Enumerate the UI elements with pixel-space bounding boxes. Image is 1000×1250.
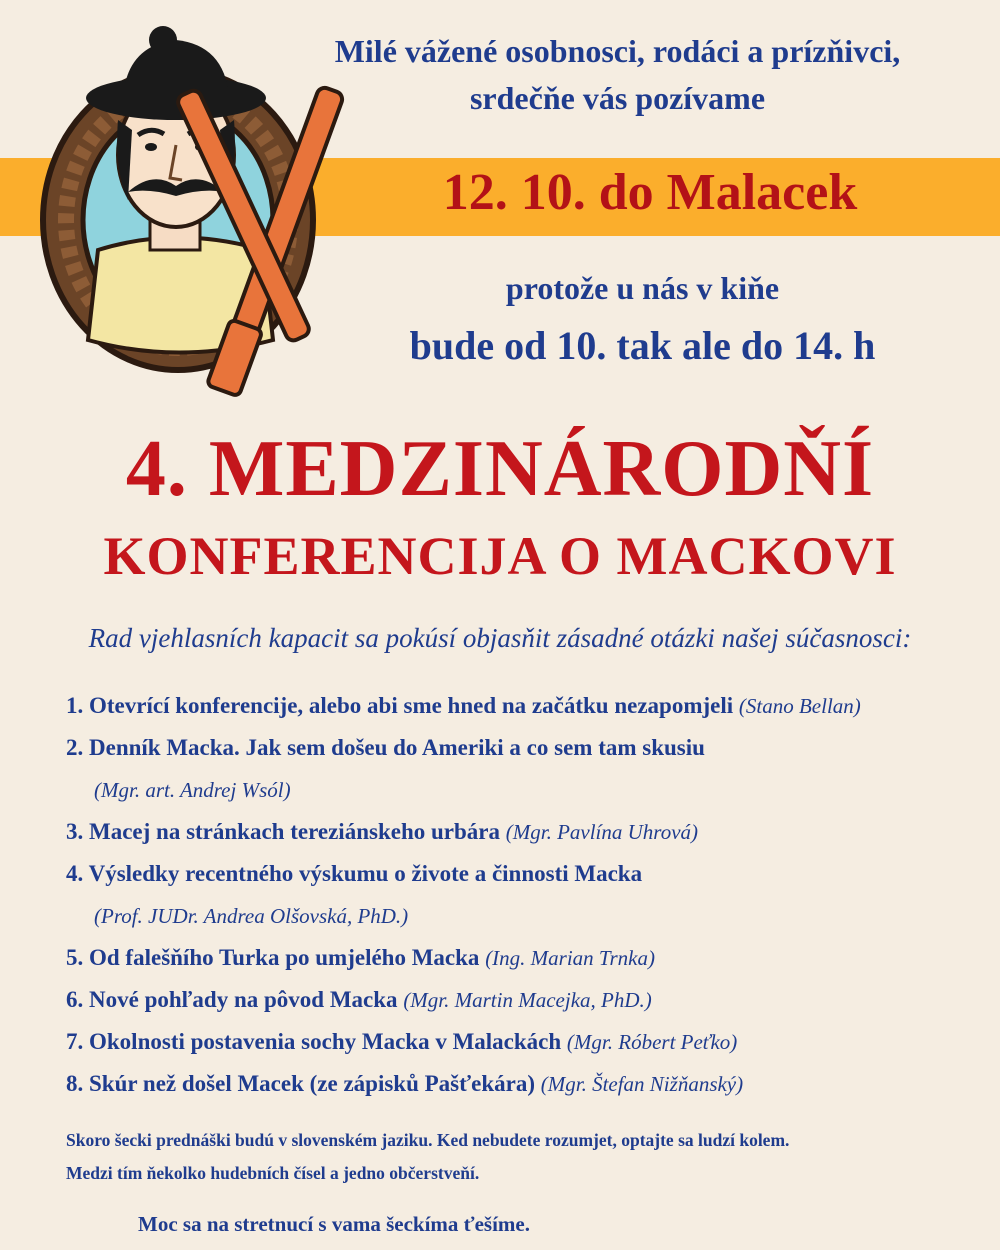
agenda-item-speaker: (Mgr. Štefan Nižňanský) — [540, 1072, 744, 1096]
reason-line-2: bude od 10. tak ale do 14. h — [409, 323, 876, 368]
greeting-line-1: Milé vážené osobnosci, rodáci a prízňivci, — [334, 33, 901, 69]
title-line-1: 4. MEDZINÁRODŇÍ — [125, 425, 875, 513]
agenda-item-speaker: (Mgr. Róbert Peťko) — [566, 1030, 738, 1054]
agenda-item — [66, 686, 986, 728]
agenda-item-title: 7. Okolnosti postavenia sochy Macka v Malackách — [66, 1029, 562, 1054]
agenda-item — [66, 980, 986, 1022]
agenda-item-title: 8. Skúr než došel Macek (ze zápisků Pašťekára) — [66, 1071, 535, 1096]
agenda-item — [66, 812, 986, 854]
agenda-item — [66, 854, 986, 896]
agenda-item-speaker: (Stano Bellan) — [738, 694, 861, 718]
title-line-2: KONFERENCIJA O MACKOVI — [103, 526, 897, 586]
note-line-1: Skoro šecki prednáški budú v slovenském jaziku. Ked nebudete rozumjet, optajte sa ludzí kolem. — [66, 1130, 790, 1150]
agenda-item-title: 4. Výsledky recentného výskumu o živote a činnosti Macka — [66, 861, 643, 886]
greeting-line-2: srdečňe vás pozívame — [469, 80, 766, 116]
closing-line: Moc sa na stretnucí s vama šeckíma ťešíme. — [138, 1212, 530, 1236]
agenda-item — [66, 770, 986, 812]
agenda-item-speaker: (Mgr. art. Andrej Wsól) — [94, 778, 291, 802]
reason-line-1: protože u nás v kiňe — [505, 270, 780, 306]
agenda-item-speaker: (Ing. Marian Trnka) — [485, 946, 655, 970]
note-line-2: Medzi tím ňekolko hudebních čísel a jedno občerstveňí. — [66, 1163, 480, 1183]
agenda-item-title: 1. Otevrící konferencije, alebo abi sme hned na začátku nezapomjeli — [66, 693, 734, 718]
agenda-item-title: 5. Od falešňího Turka po umjelého Macka — [66, 945, 480, 970]
agenda-item — [66, 1064, 986, 1106]
agenda-list — [66, 686, 986, 1106]
agenda-item — [66, 728, 986, 770]
agenda-item — [66, 938, 986, 980]
agenda-item — [66, 1022, 986, 1064]
agenda-item-title: 6. Nové pohľady na pôvod Macka — [66, 987, 398, 1012]
agenda-intro: Rad vjehlasních kapacit sa pokúsí objasňit zásadné otázki našej súčasnosci: — [88, 623, 912, 653]
agenda-item-title: 3. Macej na stránkach tereziánskeho urbára — [66, 819, 500, 844]
agenda-item-speaker: (Mgr. Pavlína Uhrová) — [505, 820, 699, 844]
agenda-item-speaker: (Prof. JUDr. Andrea Olšovská, PhD.) — [94, 904, 409, 928]
agenda-item — [66, 896, 986, 938]
agenda-item-speaker: (Mgr. Martin Macejka, PhD.) — [403, 988, 652, 1012]
agenda-item-title: 2. Denník Macka. Jak sem došeu do Ameriki a co sem tam skusiu — [66, 735, 705, 760]
event-date: 12. 10. do Malacek — [442, 164, 858, 221]
